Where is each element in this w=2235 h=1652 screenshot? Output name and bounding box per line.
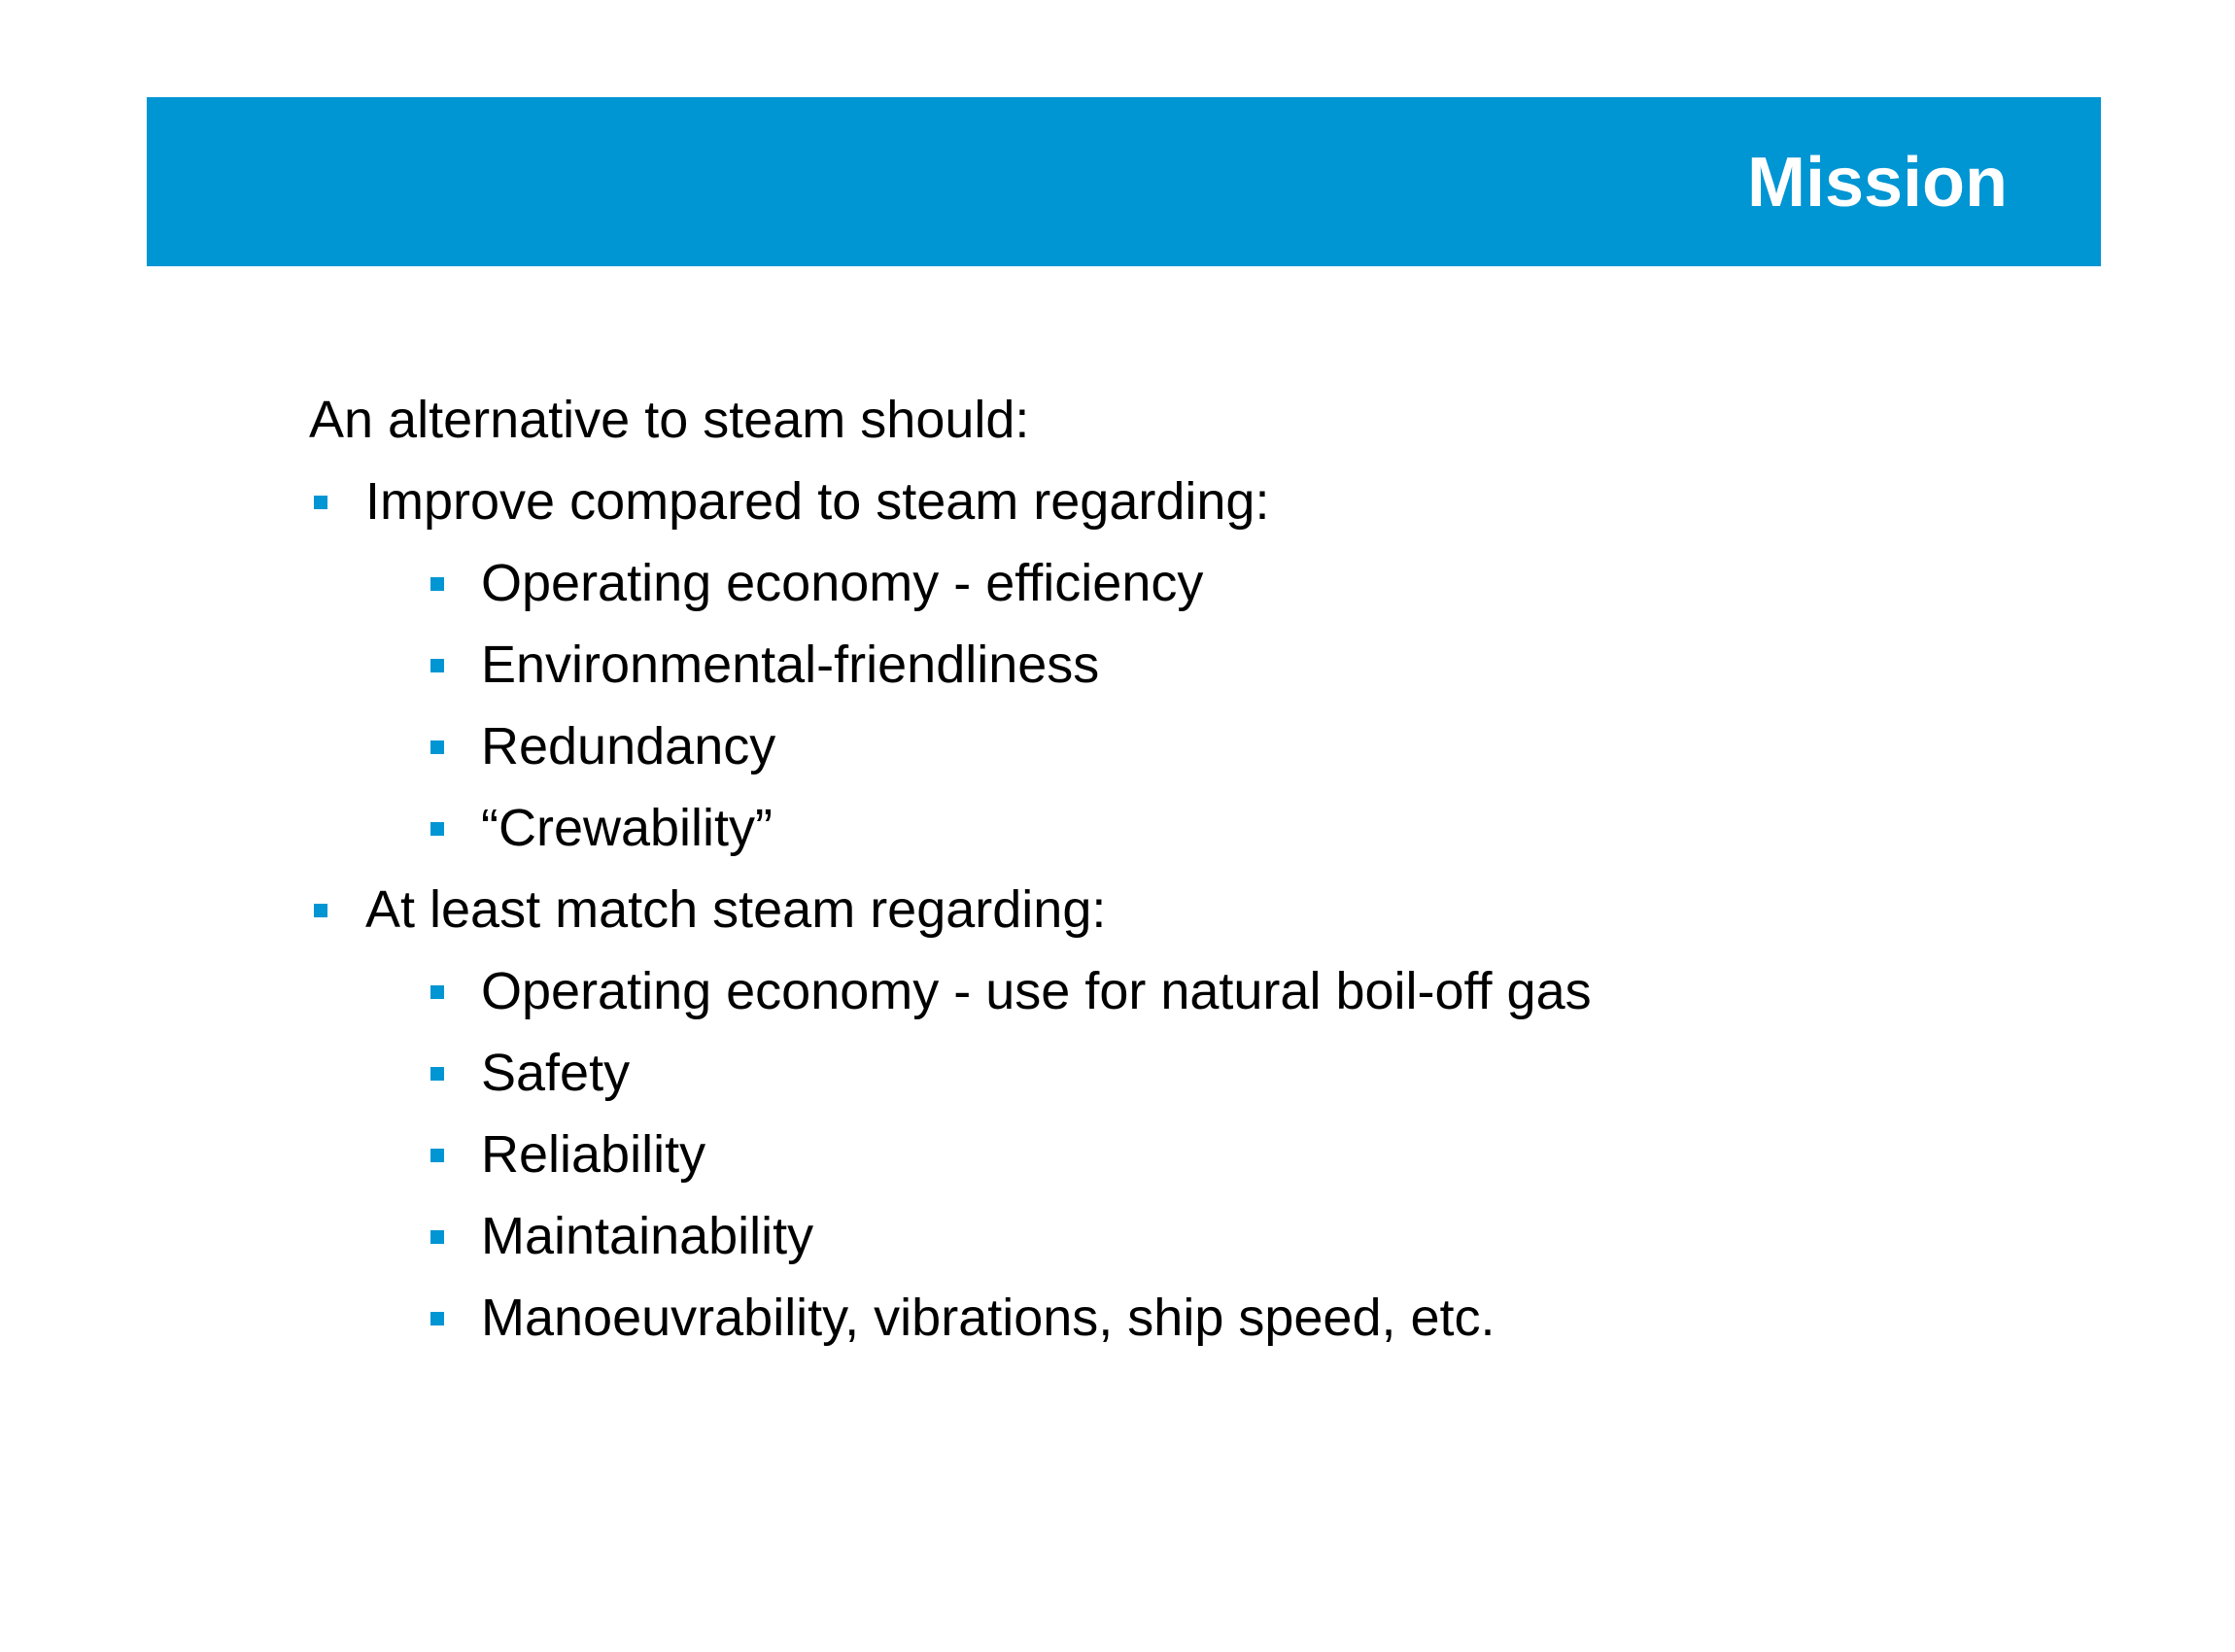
square-bullet-icon: [430, 822, 444, 836]
bullet-text: Operating economy - efficiency: [481, 554, 1204, 612]
square-bullet-icon: [430, 985, 444, 999]
section-heading-match: [309, 869, 2058, 950]
bullet-text: Reliability: [481, 1125, 706, 1184]
square-bullet-icon: [430, 740, 444, 754]
list-item: [309, 950, 2058, 1032]
slide-title: Mission: [1746, 144, 2008, 222]
list-item: [309, 1114, 2058, 1195]
bullet-text: Improve compared to steam regarding:: [365, 472, 1270, 531]
bullet-text: Safety: [481, 1044, 631, 1102]
bullet-text: At least match steam regarding:: [365, 880, 1107, 939]
square-bullet-icon: [430, 1067, 444, 1081]
list-item: [309, 787, 2058, 869]
list-item: [309, 706, 2058, 787]
square-bullet-icon: [430, 577, 444, 591]
square-bullet-icon: [430, 1149, 444, 1162]
list-item: [309, 1032, 2058, 1114]
list-item: [309, 624, 2058, 706]
section-heading-improve: [309, 461, 2058, 542]
slide-content: [309, 379, 2058, 1359]
bullet-text: Environmental-friendliness: [481, 636, 1100, 694]
header-bar: [147, 97, 2101, 266]
bullet-text: “Crewability”: [481, 799, 774, 857]
intro-text: An alternative to steam should:: [309, 391, 1030, 449]
list-item: [309, 542, 2058, 624]
list-item: [309, 1195, 2058, 1277]
square-bullet-icon: [430, 1230, 444, 1244]
bullet-text: Operating economy - use for natural boil-off gas: [481, 962, 1592, 1020]
bullet-text: Manoeuvrability, vibrations, ship speed, etc.: [481, 1289, 1496, 1347]
bullet-text: Maintainability: [481, 1207, 814, 1265]
list-item: [309, 1277, 2058, 1359]
square-bullet-icon: [314, 904, 327, 917]
square-bullet-icon: [430, 659, 444, 672]
square-bullet-icon: [314, 496, 327, 509]
bullet-text: Redundancy: [481, 717, 776, 775]
bullet-list: [309, 461, 2058, 1359]
square-bullet-icon: [430, 1312, 444, 1325]
